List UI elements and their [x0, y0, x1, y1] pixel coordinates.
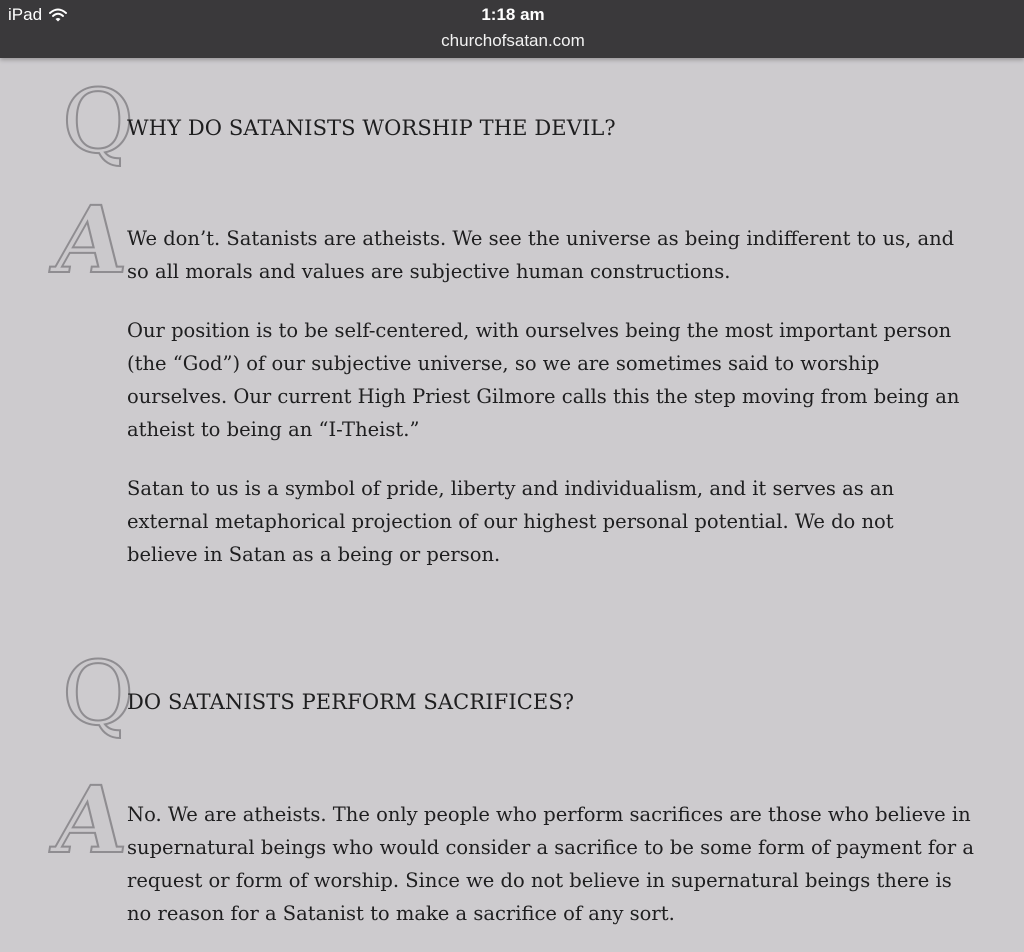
- q-initial-icon: Q: [62, 642, 135, 745]
- faq-question: WHY DO SATANISTS WORSHIP THE DEVIL?: [127, 116, 616, 140]
- answer-line: request or form of worship. Since we do not believe in supernatural beings there is: [127, 869, 952, 892]
- answer-line: supernatural beings who would consider a sacrifice to be some form of payment for a: [127, 836, 975, 859]
- answer-line: Satan to us is a symbol of pride, liberty and individualism, and it serves as an: [127, 477, 895, 500]
- page-content: [0, 58, 1024, 952]
- faq-question: DO SATANISTS PERFORM SACRIFICES?: [127, 690, 575, 714]
- status-bar: [0, 0, 1024, 58]
- answer-line: ourselves. Our current High Priest Gilmore calls this the step moving from being an: [127, 385, 960, 408]
- a-initial-icon: A: [46, 186, 135, 294]
- answer-line: no reason for a Satanist to make a sacrifice of any sort.: [127, 902, 675, 925]
- answer-line: Our position is to be self-centered, with ourselves being the most important person: [127, 319, 952, 342]
- faq-answer: [127, 222, 1007, 571]
- q-initial-icon: Q: [62, 70, 135, 173]
- device-name: iPad: [8, 5, 43, 24]
- answer-line: atheist to being an “I-Theist.”: [127, 418, 420, 441]
- faq-answer: [127, 798, 1007, 930]
- a-initial-icon: A: [46, 766, 135, 874]
- address-url[interactable]: churchofsatan.com: [441, 31, 585, 50]
- answer-line: We don’t. Satanists are atheists. We see the universe as being indifferent to us, and: [127, 227, 955, 250]
- answer-line: external metaphorical projection of our highest personal potential. We do not: [127, 510, 894, 533]
- answer-line: (the “God”) of our subjective universe, so we are sometimes said to worship: [127, 352, 880, 375]
- clock: 1:18 am: [481, 5, 545, 24]
- answer-line: so all morals and values are subjective human constructions.: [127, 260, 731, 283]
- answer-line: believe in Satan as a being or person.: [127, 543, 501, 566]
- answer-line: No. We are atheists. The only people who perform sacrifices are those who believe in: [127, 803, 971, 826]
